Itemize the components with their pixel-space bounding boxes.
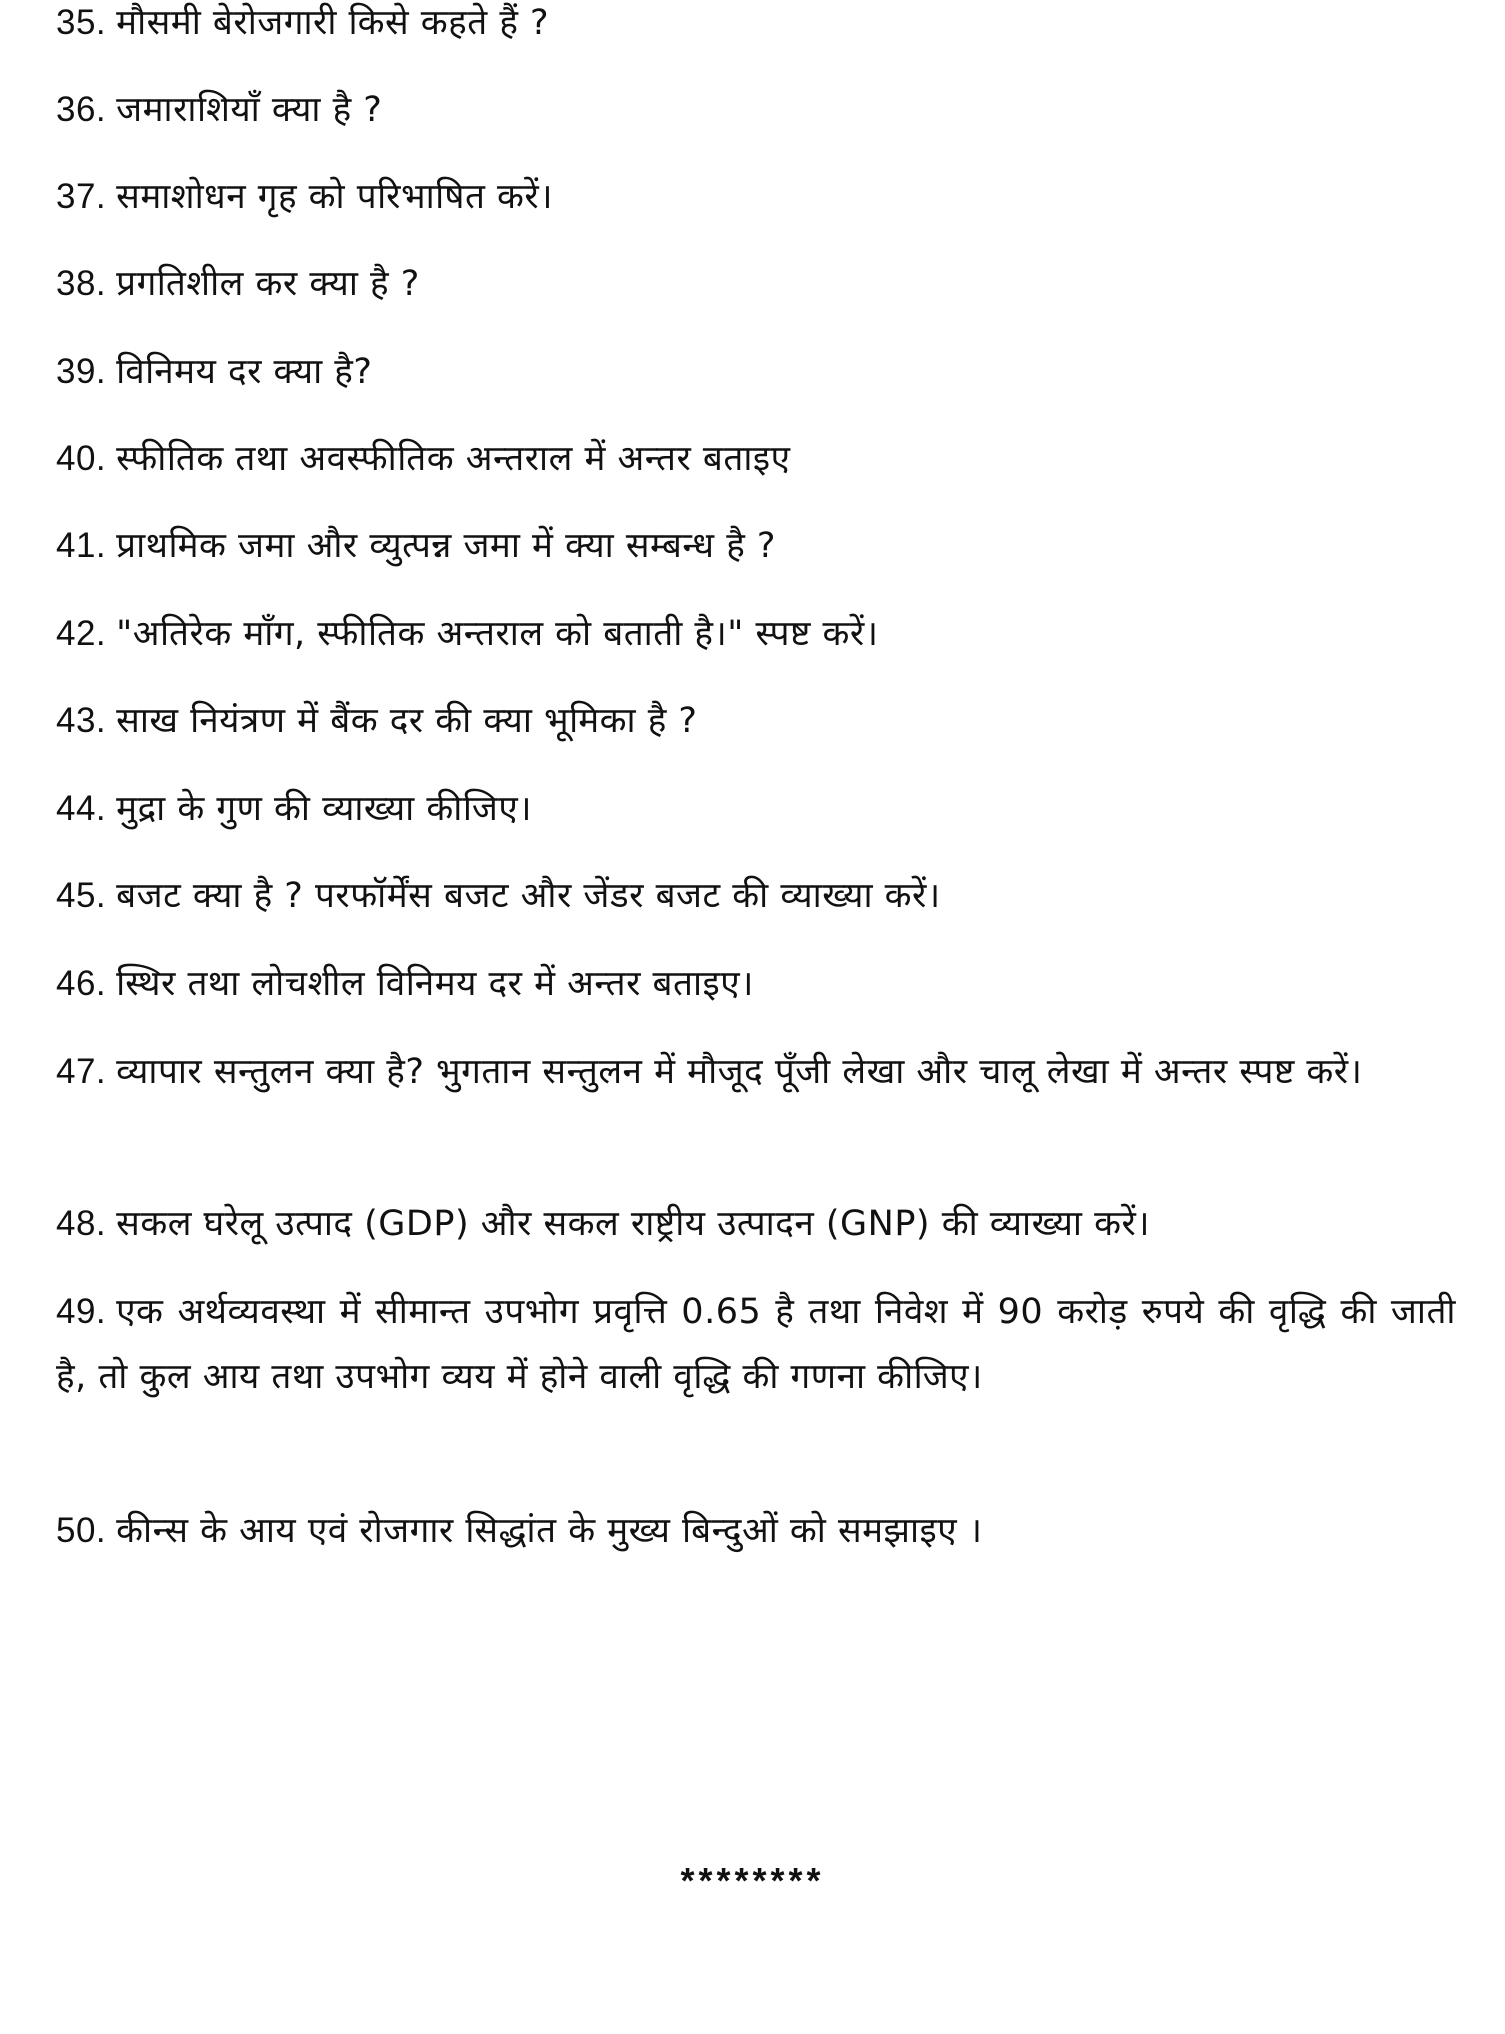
question-number: 40.: [56, 439, 107, 478]
question-text: प्राथमिक जमा और व्युत्पन्न जमा में क्या सम्बन्ध है ?: [116, 526, 776, 566]
question-text: सकल घरेलू उत्पाद (GDP) और सकल राष्ट्रीय उत्पादन (GNP) की व्याख्या करें।: [116, 1204, 1151, 1244]
question-number: 37.: [56, 177, 107, 216]
question-46: [56, 951, 1456, 1017]
end-of-section-marker: ********: [680, 1860, 825, 1901]
question-text: साख नियंत्रण में बैंक दर की क्या भूमिका है ?: [116, 701, 698, 741]
question-text: व्यापार सन्तुलन क्या है? भुगतान सन्तुलन में मौजूद पूँजी लेखा और चालू लेखा में अन्तर स्पष्ट करें।: [116, 1052, 1363, 1092]
question-number: 41.: [56, 526, 107, 565]
question-number: 43.: [56, 701, 107, 740]
question-40: [56, 426, 1456, 492]
question-text: "अतिरेक माँग, स्फीतिक अन्तराल को बताती है।" स्पष्ट करें।: [116, 614, 879, 654]
question-text: एक अर्थव्यवस्था में सीमान्त उपभोग प्रवृत्ति 0.65 है तथा निवेश में 90 करोड़ रुपये की वृद्धि की जाती है, तो कुल आय तथा उपभोग व्यय में होने वाली वृद्धि की गणना कीजिए।: [56, 1292, 1456, 1397]
question-number: 42.: [56, 614, 107, 653]
question-text: स्फीतिक तथा अवस्फीतिक अन्तराल में अन्तर बताइए: [116, 439, 791, 479]
question-number: 46.: [56, 964, 107, 1003]
question-number: 49.: [56, 1292, 107, 1331]
question-text: समाशोधन गृह को परिभाषित करें।: [116, 177, 553, 217]
question-number: 44.: [56, 789, 107, 828]
question-37: [56, 164, 1456, 230]
question-text: प्रगतिशील कर क्या है ?: [116, 264, 420, 304]
question-text: मुद्रा के गुण की व्याख्या कीजिए।: [116, 789, 532, 829]
question-44: [56, 776, 1456, 842]
question-39: [56, 339, 1456, 405]
question-number: 38.: [56, 264, 107, 303]
question-number: 39.: [56, 352, 107, 391]
question-36: [56, 77, 1456, 143]
question-43: [56, 688, 1456, 754]
question-42: [56, 601, 1456, 667]
question-45: [56, 863, 1456, 929]
question-text: बजट क्या है ? परफॉर्मेंस बजट और जेंडर बजट की व्याख्या करें।: [116, 876, 941, 916]
question-text: कीन्स के आय एवं रोजगार सिद्धांत के मुख्य बिन्दुओं को समझाइए ।: [116, 1511, 983, 1551]
question-35: [56, 0, 1456, 56]
question-number: 36.: [56, 90, 107, 129]
question-text: जमाराशियाँ क्या है ?: [116, 90, 383, 130]
question-number: 35.: [56, 3, 107, 42]
question-number: 47.: [56, 1052, 107, 1091]
question-47: [56, 1039, 1456, 1105]
question-38: [56, 251, 1456, 317]
question-48: [56, 1191, 1456, 1257]
question-41: [56, 513, 1456, 579]
question-49: [56, 1279, 1456, 1410]
question-50: [56, 1498, 1456, 1564]
question-text: विनिमय दर क्या है?: [116, 352, 373, 392]
question-number: 48.: [56, 1204, 107, 1243]
question-number: 50.: [56, 1511, 107, 1550]
question-text: स्थिर तथा लोचशील विनिमय दर में अन्तर बताइए।: [116, 964, 754, 1004]
question-text: मौसमी बेरोजगारी किसे कहते हैं ?: [116, 3, 550, 43]
question-number: 45.: [56, 876, 107, 915]
